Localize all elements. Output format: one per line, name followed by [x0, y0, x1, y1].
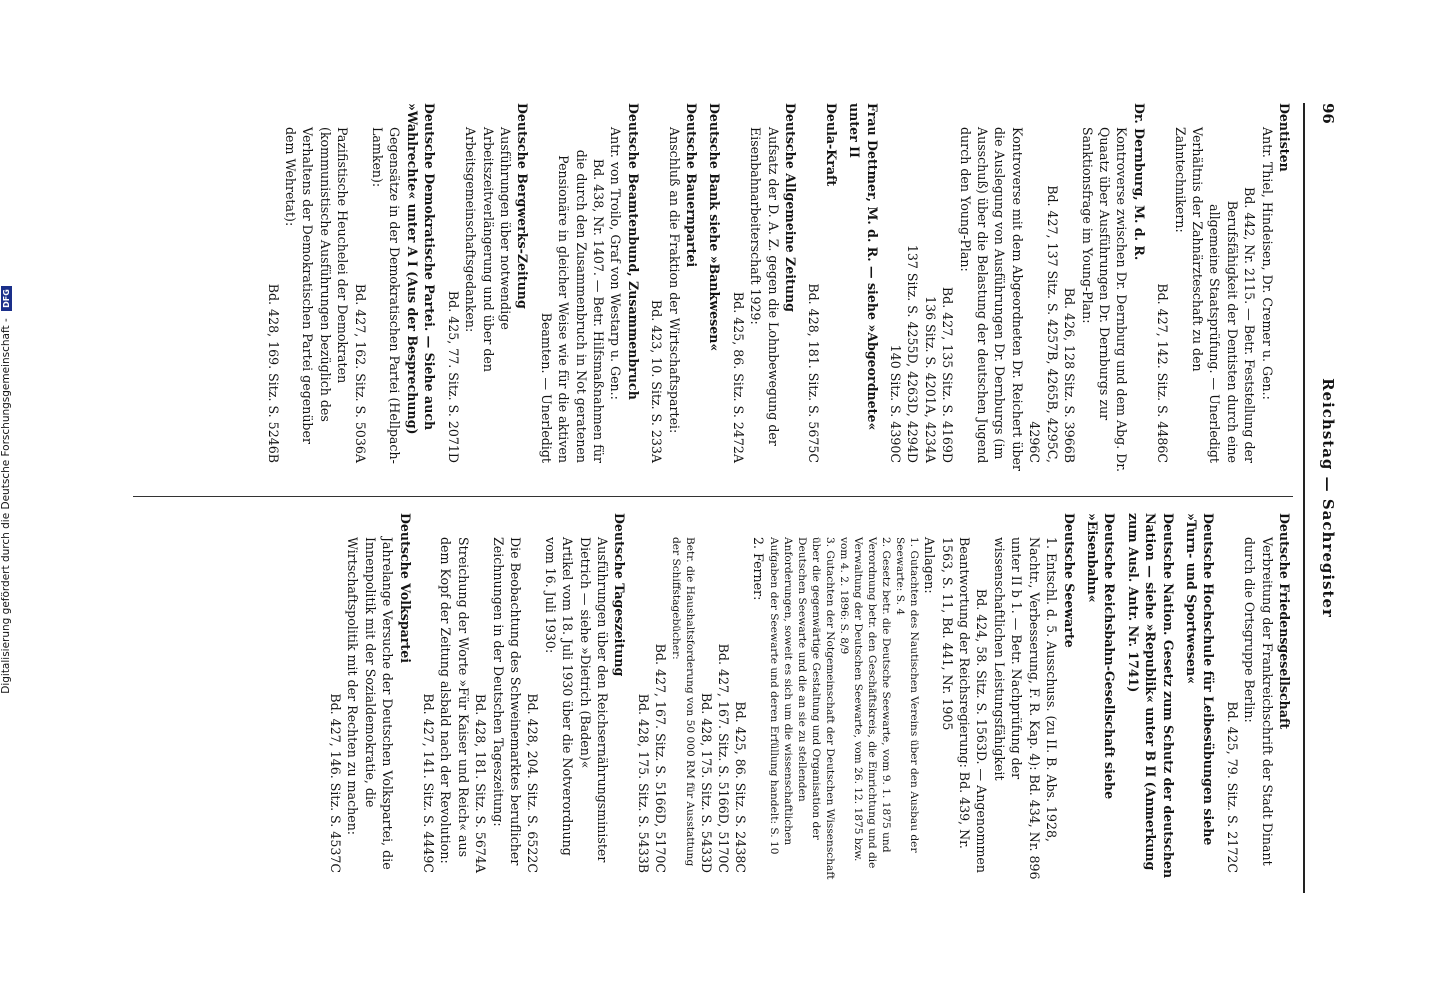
entry-heading: Deutsche Reichsbahn-Gesellschaft siehe »Eisenbahn« [1084, 513, 1118, 800]
entry-line: Bd. 427, 162. Sitz. S. 5036A [352, 283, 368, 463]
entry-line: 1. Entschl. d. 5. Ausschuss. (zu II. B. Abs. 1928, Nachtr., Verbesserung, F. R. Kap. 4): Bd. 434, Nr. 896 unter II b 1. — Betr. Nachprüfung der wissenschaftlichen Leistungsfähigkeit [991, 537, 1060, 880]
entry-line: Kontroverse zwischen Dr. Dernburg und dem Abg. Dr. Quaatz über Ausführungen Dr. Dernburgs zur Sanktionsfrage im Young-Plan: [1079, 127, 1130, 472]
entry-line: Bd. 424, 58. Sitz. S. 1563D. — Angenommen [974, 588, 990, 873]
entry-line: Artikel vom 18. Juli 1930 über die Notverordnung vom 16. Juli 1930: [542, 537, 576, 856]
entry-line: 3. Gutachten der Notgemeinschaft der Deutschen Wissenschaft über die gegenwärtige Gestaltung und Organisation der Deutschen Seewarte und die an sie zu stellenden Anforderungen, soweit es sich um die wissenschaftlichen Aufgaben der Seewarte und deren Erfüllung handelt: S. 10 [767, 537, 836, 880]
entry-line: Bd. 428, 204. Sitz. S. 6522C [525, 693, 541, 873]
entry-line: 137 Sitz. S. 4255D, 4263D, 4294D [905, 244, 921, 463]
index-entry [537, 103, 641, 473]
left-column [258, 103, 1293, 473]
entry-line: 140 Sitz. S. 4390C [888, 344, 904, 463]
entry-heading: Deutsche Friedensgesellschaft [1277, 513, 1292, 730]
entry-line: Antr. von Troilo, Graf von Westarp u. Gen.: [608, 127, 624, 400]
entry-line: Jahrelange Versuche der Deutschen Volkspartei, die Innenpolitik mit der Sozialdemokratie, die Wirtschaftspolitik mit der Rechten zu machen: [345, 537, 396, 870]
index-entry [1183, 513, 1218, 883]
page-title: Reichstag — Sachregister [1319, 378, 1337, 618]
entry-line: Bd. 427, 142. Sitz. S. 4486C [1155, 283, 1171, 463]
entry-line: Ausführungen über notwendige Arbeitszeitverlängerung und über den Arbeitsgemeinschaftsgedanken: [463, 127, 513, 372]
index-entry [327, 513, 414, 883]
column-divider [133, 496, 1293, 497]
entry-line: Bd. 425, 86. Sitz. S. 2472A [730, 291, 746, 463]
index-entry [706, 103, 723, 473]
rotated-page-content [125, 103, 1345, 893]
entry-line: Bd. 427, 137 Sitz. S. 4257B, 4265B, 4295C, 4296C [1027, 185, 1060, 463]
entry-line: Anlagen: [922, 537, 938, 594]
entry-line: Bd. 427, 146. Sitz. S. 4537C [327, 693, 343, 873]
entry-line: Bd. 442, Nr. 2115. — Betr. Feststellung der Berufsfähigkeit der Dentisten durch eine allgemeine Staatsprüfung. — Unerledigt [1207, 187, 1258, 463]
entry-line: Bd. 425, 86. Sitz. S. 2438C [733, 701, 749, 873]
index-entry [1154, 103, 1293, 473]
index-entry [805, 103, 840, 473]
entry-line: Bd. 427, 167. Sitz. S. 5166D, 5170C [653, 643, 669, 873]
entry-line: Bd. 427, 141. Sitz. S. 4449C [420, 693, 436, 873]
entry-line: Bd. 428, 181. Sitz. S. 5674A [473, 693, 489, 873]
entry-line: 136 Sitz. S. 4201A, 4234A [922, 296, 938, 463]
index-entry [887, 103, 1148, 473]
entry-line: Aufsatz der D. A. Z. gegen die Lohnbewegung der Eisenbahnarbeiterschaft 1929: [748, 127, 781, 446]
entry-line: Bd. 428, 181. Sitz. S. 5675C [806, 283, 822, 463]
index-entry [846, 103, 881, 473]
index-entry [444, 103, 531, 473]
entry-line: Antr. Thiel, Hindeisen, Dr. Cremer u. Gen.: [1259, 127, 1275, 400]
entry-heading: Dentisten [1277, 103, 1292, 172]
entry-line: Verbreitung der Frankreichschrift der Stadt Dinant durch die Ortsgruppe Berlin: [1242, 537, 1275, 866]
scanner-note [0, 70, 12, 910]
scanner-note-text: Digitalisierung gefördert durch die Deutsche Forschungsgemeinschaft - [0, 318, 12, 694]
entry-line: Ausführungen über den Reichsernährungsminister Dietrich — siehe »Dietrich (Baden)« [577, 537, 611, 863]
entry-line: Bd. 426, 128 Sitz. S. 3966B [1062, 287, 1078, 463]
entry-line: Streichung der Worte »Für Kaiser und Reich« aus dem Kopf der Zeitung alsbald nach der Revolution: [438, 537, 471, 864]
index-entry [729, 103, 799, 473]
entry-heading: Deutsche Hochschule für Leibesübungen siehe »Turn- und Sportwesen« [1183, 513, 1217, 846]
entry-heading: Deutsche Demokratische Partei. — Siehe auch »Wahlrechte« unter A I (Aus der Besprechung) [404, 103, 438, 435]
entry-line: Bd. 428, 175. Sitz. S. 5433B [635, 693, 651, 873]
index-entry [264, 103, 438, 473]
entry-heading: Dr. Dernburg, M. d. R. [1131, 103, 1147, 261]
entry-heading: Deutsche Volkspartei [397, 513, 413, 664]
page-header [1303, 103, 1345, 893]
entry-line: Bd. 425, 79. Sitz. S. 2172C [1224, 701, 1240, 873]
entry-line: Betr. die Haushaltsforderung von 50 000 RM für Ausstattung der Schiffstagebücher: [670, 537, 697, 867]
entry-line: Bd. 428, 175. Sitz. S. 5433D [698, 692, 714, 873]
entry-line: Kontroverse mit dem Abgeordneten Dr. Reichert über die Auslegung von Ausführungen Dr. Dernburgs (im Ausschuß) über die Belastung der deutschen Jugend durch den Young-Plan: [957, 127, 1025, 472]
index-entry [420, 513, 629, 883]
entry-heading: Deutsche Allgemeine Zeitung [783, 103, 799, 312]
entry-line: Bd. 427, 135 Sitz. S. 4169D [940, 286, 956, 463]
entry-line: 1. Gutachten des Nautischen Vereins über den Ausbau der Seewarte: S. 4 [893, 537, 920, 853]
entry-line: 2. Gesetz betr. die Deutsche Seewarte, vom 9. 1. 1875 und Verordnung betr. den Geschäftskreis, die Einrichtung und die Verwaltung der Deutschen Seewarte, vom 26. 12. 1875 bzw. vom 4. 2. 1896: S. 8/9 [837, 537, 892, 869]
entry-heading: Deula-Kraft [823, 103, 839, 187]
entry-line: 2. Ferner: [750, 537, 766, 601]
page-number: 96 [1319, 103, 1337, 124]
entry-line: Beantwortung der Reichsregierung: Bd. 439, Nr. 1563, S. 11, Bd. 441, Nr. 1905 [939, 537, 973, 849]
entry-line: Anschluß an die Fraktion der Wirtschaftspartei: [666, 127, 682, 434]
entry-line: Gegensätze in der Demokratischen Partei (Hellpach-Lamken): [370, 127, 403, 464]
index-entry [1223, 513, 1293, 883]
entry-heading: Deutsche Bauernpartei [684, 103, 699, 268]
index-entry [1084, 513, 1119, 883]
entry-heading: Deutsche Tageszeitung [612, 513, 628, 677]
entry-line: Bd. 438, Nr. 1407. — Betr. Hilfsmaßnahmen für die durch den Zusammenbruch in Not geratenen Pensionäre in gleicher Weise wie für die aktiven Beamten. — Unerledigt [538, 149, 606, 463]
entry-line: Pazifistische Heuchelei der Demokraten (kommunistische Ausführungen bezüglich des Verhaltens der Demokratischen Partei gegenüber dem Wehretat): [283, 127, 351, 444]
entry-heading: Deutsche Bank siehe »Bankwesen« [707, 103, 723, 352]
index-entry [1124, 513, 1176, 883]
entry-line: Die Beobachtung des Schweinemarktes beruflicher Zeichnungen in der Deutschen Tageszeitung: [490, 537, 523, 866]
entry-heading: Frau Dettmer, M. d. R. — siehe »Abgeordnete« unter II [847, 103, 880, 431]
index-entry [634, 513, 1077, 883]
entry-line: Bd. 428, 169. Sitz. S. 5246B [265, 283, 281, 463]
dfg-logo: DFG [1, 286, 12, 311]
entry-line: Bd. 425, 77. Sitz. S. 2071D [445, 290, 461, 463]
index-entry [648, 103, 700, 473]
entry-heading: Deutsche Nation. Gesetz zum Schutz der deutschen Nation — siehe »Republik« unter B II (Anmerkung zum Ausl. Antr. Nr. 1741) [1125, 513, 1176, 879]
entry-line: Verhältnis der Zahnärzteschaft zu den Zahntechnikern: [1172, 127, 1205, 372]
entry-heading: Deutsche Bergwerks-Zeitung [515, 103, 531, 309]
entry-line: Bd. 427, 167. Sitz. S. 5166D, 5170C [716, 643, 732, 873]
entry-heading: Deutsche Beamtenbund, Zusammenbruch [625, 103, 641, 400]
entry-heading: Deutsche Seewarte [1061, 513, 1077, 648]
entry-line: Bd. 423, 10. Sitz. S. 233A [649, 299, 665, 463]
right-column [321, 513, 1293, 883]
